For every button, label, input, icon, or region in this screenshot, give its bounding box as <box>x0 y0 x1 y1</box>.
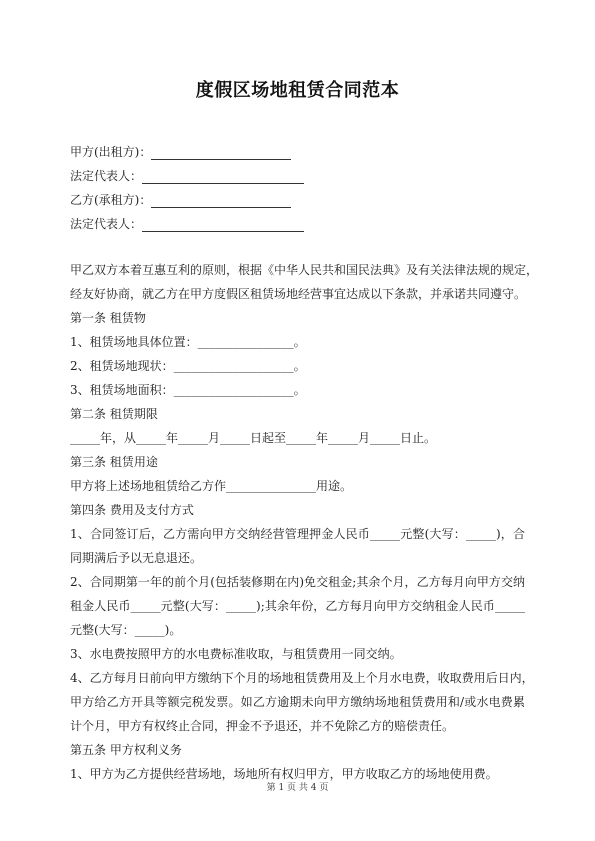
article-3-purpose: 甲方将上述场地租赁给乙方作_______________用途。 <box>70 479 353 493</box>
article-4-item-4-line-2: 甲方给乙方开具等额完税发票。如乙方逾期未向甲方缴纳场地租赁费用和/或水电费累 <box>70 695 525 709</box>
article-4-heading: 第四条 费用及支付方式 <box>70 503 194 517</box>
party-b-label: 乙方(承租方)： <box>70 193 152 207</box>
party-a-label: 甲方(出租方)： <box>70 145 152 159</box>
preamble-line-2: 经友好协商，就乙方在甲方度假区租赁场地经营事宜达成以下条款，并承诺共同遵守。 <box>70 287 527 301</box>
party-b-field <box>70 192 291 208</box>
party-b-blank <box>151 194 291 208</box>
party-a-representative-blank <box>142 170 304 184</box>
party-b-representative-blank <box>142 218 304 232</box>
article-4-item-2-line-2: 租金人民币_____元整(大写：_____);其余年份，乙方每月向甲方交纳租金人民币_____ <box>70 599 525 613</box>
article-4-item-1-line-2: 同期满后予以无息退还。 <box>70 551 203 565</box>
article-4-item-4-line-3: 计个月，甲方有权终止合同，押金不予退还，并不免除乙方的赔偿责任。 <box>70 719 455 733</box>
article-5-heading: 第五条 甲方权利义务 <box>70 743 182 757</box>
page-number-footer: 第 1 页 共 4 页 <box>266 783 329 793</box>
article-4-item-4-line-1: 4、乙方每月日前向甲方缴纳下个月的场地租赁费用及上个月水电费，收取费用后日内， <box>70 671 534 685</box>
article-2-heading: 第二条 租赁期限 <box>70 407 158 421</box>
article-5-item-1: 1、甲方为乙方提供经营场地，场地所有权归甲方，甲方收取乙方的场地使用费。 <box>70 767 498 781</box>
preamble-line-1: 甲乙双方本着互惠互利的原则，根据《中华人民共和国民法典》及有关法律法规的规定， <box>70 263 539 277</box>
article-4-item-2-line-1: 2、合同期第一年的前个月(包括装修期在内)免交租金;其余个月，乙方每月向甲方交纳 <box>70 575 525 589</box>
article-1-heading: 第一条 租赁物 <box>70 311 146 325</box>
article-1-item-3: 3、租赁场地面积：____________________。 <box>70 383 306 397</box>
article-1-item-1: 1、租赁场地具体位置：________________。 <box>70 335 306 349</box>
article-4-item-1-line-1: 1、合同签订后，乙方需向甲方交纳经营管理押金人民币_____元整(大写：_____)，合 <box>70 527 525 541</box>
article-2-term: _____年，从_____年_____月_____日起至_____年_____月_____日止。 <box>70 431 437 445</box>
article-4-item-2-line-3: 元整(大写：_____)。 <box>70 623 182 637</box>
document-title: 度假区场地租赁合同范本 <box>195 80 400 101</box>
party-a-field <box>70 144 291 160</box>
party-a-representative-label: 法定代表人： <box>70 169 143 183</box>
party-a-blank <box>151 146 291 160</box>
article-1-item-2: 2、租赁场地现状：____________________。 <box>70 359 306 373</box>
article-4-item-3: 3、水电费按照甲方的水电费标准收取，与租赁费用一同交纳。 <box>70 647 402 661</box>
party-a-representative-field <box>70 168 304 184</box>
article-3-heading: 第三条 租赁用途 <box>70 455 158 469</box>
party-b-representative-field <box>70 216 304 232</box>
party-b-representative-label: 法定代表人： <box>70 217 143 231</box>
